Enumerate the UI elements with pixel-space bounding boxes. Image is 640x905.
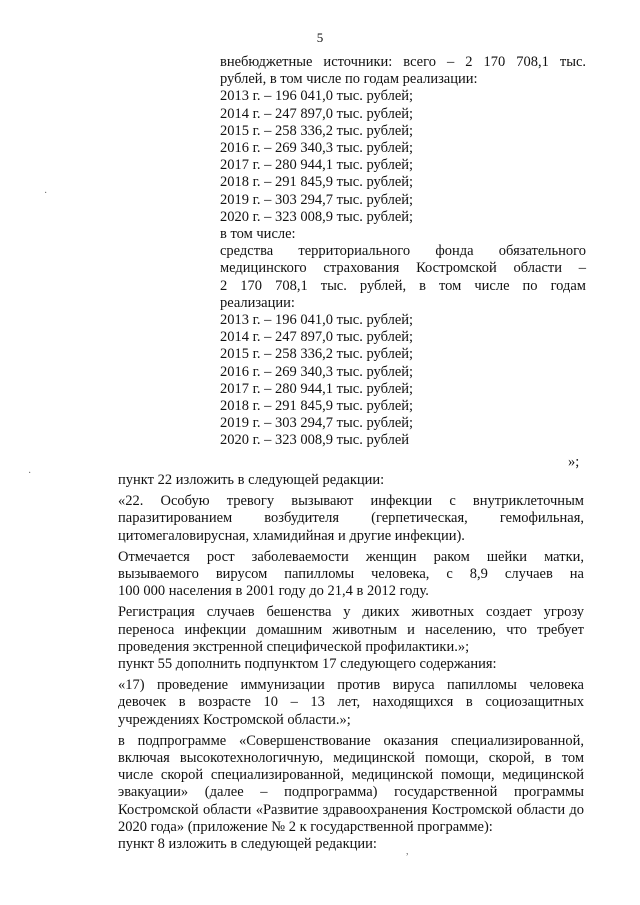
year-line: 2017 г. – 280 944,1 тыс. рублей; — [220, 157, 414, 174]
fund-line-1: средства территориального фонда обязательного — [220, 243, 586, 260]
paragraph-subprogram — [118, 733, 584, 836]
paragraph-cancer — [118, 549, 584, 601]
paragraph-line: включая высокотехнологичную, медицинской помощи, скорой, в том — [118, 750, 584, 767]
year-line: 2018 г. – 291 845,9 тыс. рублей; — [220, 174, 414, 191]
paragraph-17 — [118, 677, 584, 729]
funding-total-line-1: внебюджетные источники: всего – 2 170 708,1 тыс. — [220, 54, 586, 70]
paragraph-line: Костромской области «Развитие здравоохранения Костромской области до — [118, 801, 584, 818]
closing-quote-mark: »; — [568, 454, 580, 470]
paragraph-line: эвакуации» (далее – подпрограмма) государственной программы — [118, 784, 584, 801]
year-line: 2020 г. – 323 008,9 тыс. рублей — [220, 432, 410, 449]
paragraph-line: учреждениях Костромской области.»; — [118, 711, 351, 728]
year-line: 2015 г. – 258 336,2 тыс. рублей; — [220, 346, 414, 363]
year-line: 2016 г. – 269 340,3 тыс. рублей; — [220, 363, 414, 380]
scan-speck: · — [28, 468, 32, 479]
year-line: 2015 г. – 258 336,2 тыс. рублей; — [220, 122, 414, 139]
year-line: 2018 г. – 291 845,9 тыс. рублей; — [220, 398, 414, 415]
year-line: 2014 г. – 247 897,0 тыс. рублей; — [220, 329, 414, 346]
year-line: 2013 г. – 196 041,0 тыс. рублей; — [220, 312, 414, 329]
scan-speck: , — [406, 846, 409, 857]
paragraph-line: паразитированием возбудителя (герпетическая, гемофильная, — [118, 510, 584, 527]
paragraph-line: переноса инфекции домашним животным и населению, что требует — [118, 621, 584, 638]
paragraph-line: в подпрограмме «Совершенствование оказания специализированной, — [118, 732, 584, 749]
paragraph-item-55-intro: пункт 55 дополнить подпунктом 17 следующего содержания: — [118, 656, 497, 673]
year-line: 2019 г. – 303 294,7 тыс. рублей; — [220, 191, 414, 208]
fund-line-3: 2 170 708,1 тыс. рублей, в том числе по годам — [220, 277, 586, 294]
fund-line-4: реализации: — [220, 294, 295, 311]
paragraph-line: Регистрация случаев бешенства у диких животных создает угрозу — [118, 604, 584, 621]
body-text — [118, 472, 584, 853]
paragraph-line: девочек в возрасте 10 – 13 лет, находящихся в социозащитных — [118, 694, 584, 711]
paragraph-line: 2020 года» (приложение № 2 к государственной программе): — [118, 818, 493, 835]
paragraph-item-22-intro: пункт 22 изложить в следующей редакции: — [118, 472, 385, 488]
paragraph-line: 100 000 населения в 2001 году до 21,4 в 2012 году. — [118, 583, 429, 600]
paragraph-line: «22. Особую тревогу вызывают инфекции с внутриклеточным — [118, 493, 584, 510]
year-line: 2017 г. – 280 944,1 тыс. рублей; — [220, 380, 414, 397]
paragraph-line: числе скорой специализированной, медицинской помощи, медицинской — [118, 767, 584, 784]
paragraph-line: цитомегаловирусная, хламидийная и другие инфекции). — [118, 527, 465, 544]
funding-block — [220, 54, 586, 450]
page-number: 5 — [316, 30, 324, 45]
funding-total-line-2: рублей, в том числе по годам реализации: — [220, 71, 478, 88]
in-that-label: в том числе: — [220, 226, 296, 243]
paragraph-line: Отмечается рост заболеваемости женщин раком шейки матки, — [118, 548, 584, 565]
scan-speck: · — [44, 188, 48, 199]
year-line: 2020 г. – 323 008,9 тыс. рублей; — [220, 208, 414, 225]
paragraph-line: вызываемого вирусом папилломы человека, с 8,9 случаев на — [118, 566, 584, 583]
year-line: 2014 г. – 247 897,0 тыс. рублей; — [220, 105, 414, 122]
paragraph-22 — [118, 493, 584, 545]
year-line: 2016 г. – 269 340,3 тыс. рублей; — [220, 140, 414, 157]
paragraph-line: проведения экстренной специфической профилактики.»; — [118, 638, 470, 655]
paragraph-item-8-intro: пункт 8 изложить в следующей редакции: — [118, 836, 377, 853]
year-line: 2013 г. – 196 041,0 тыс. рублей; — [220, 88, 414, 105]
year-line: 2019 г. – 303 294,7 тыс. рублей; — [220, 415, 414, 432]
paragraph-rabies — [118, 604, 584, 656]
paragraph-line: «17) проведение иммунизации против вируса папилломы человека — [118, 677, 584, 694]
fund-line-2: медицинского страхования Костромской области – — [220, 260, 586, 277]
